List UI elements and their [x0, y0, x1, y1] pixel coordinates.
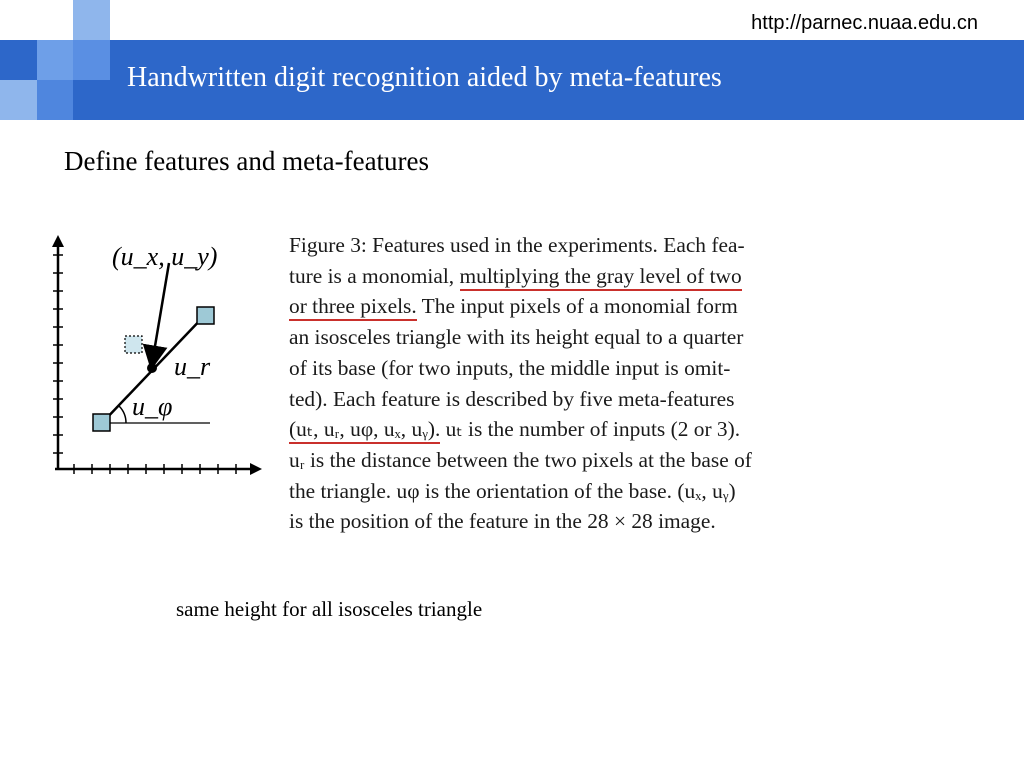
caption-line: [289, 445, 914, 476]
phi-label: u_φ: [132, 392, 173, 421]
caption-text: the triangle. uφ is the orientation of the base. (uₓ, uᵧ): [289, 478, 736, 503]
position-arrow: [153, 263, 169, 358]
caption-line: [289, 291, 914, 322]
caption-line: [289, 230, 914, 261]
caption-line: [289, 322, 914, 353]
caption-text: uᵣ is the distance between the two pixels at the base of: [289, 447, 752, 472]
slide-title: Handwritten digit recognition aided by meta-features: [127, 62, 722, 93]
center-point: [147, 363, 157, 373]
point-label: (u_x, u_y): [112, 242, 218, 271]
angle-arc: [119, 406, 126, 423]
caption-line: [289, 414, 914, 445]
caption-text: ted). Each feature is described by five meta-features: [289, 386, 735, 411]
note-text: same height for all isosceles triangle: [176, 597, 483, 621]
site-url: http://parnec.nuaa.edu.cn: [751, 12, 978, 34]
x-axis-arrow-icon: [250, 463, 262, 475]
section-heading: Define features and meta-features: [64, 146, 430, 176]
caption-line: [289, 506, 914, 537]
caption-text: of its base (for two inputs, the middle input is omit-: [289, 355, 731, 380]
figure-caption: [289, 230, 914, 537]
caption-text: Figure 3: Features used in the experiments. Each fea-: [289, 233, 745, 257]
pixel-square: [197, 307, 214, 324]
caption-line: [289, 476, 914, 507]
decor-square: [0, 80, 37, 120]
caption-line: [289, 261, 914, 292]
decor-square: [37, 80, 73, 120]
caption-text: The input pixels of a monomial form: [416, 294, 738, 319]
underlined-text: (uₜ, uᵣ, uφ, uₓ, uᵧ).: [289, 417, 440, 444]
caption-text: uₜ is the number of inputs (2 or 3).: [440, 417, 741, 442]
pixel-square: [93, 414, 110, 431]
caption-line: [289, 353, 914, 384]
caption-line: [289, 384, 914, 415]
underlined-text: multiplying the gray level of two: [460, 264, 742, 291]
meta-feature-diagram: [40, 225, 280, 485]
decor-square: [73, 40, 110, 80]
omitted-pixel-square: [125, 336, 142, 353]
y-axis-arrow-icon: [52, 235, 64, 247]
decor-square: [37, 40, 73, 80]
caption-text: ture is a monomial,: [289, 263, 460, 288]
r-label: u_r: [174, 352, 211, 381]
decor-square: [73, 0, 110, 40]
underlined-text: or three pixels.: [289, 294, 417, 321]
caption-text: an isosceles triangle with its height equal to a quarter: [289, 325, 744, 350]
caption-text: is the position of the feature in the 28 × 28 image.: [289, 509, 716, 534]
